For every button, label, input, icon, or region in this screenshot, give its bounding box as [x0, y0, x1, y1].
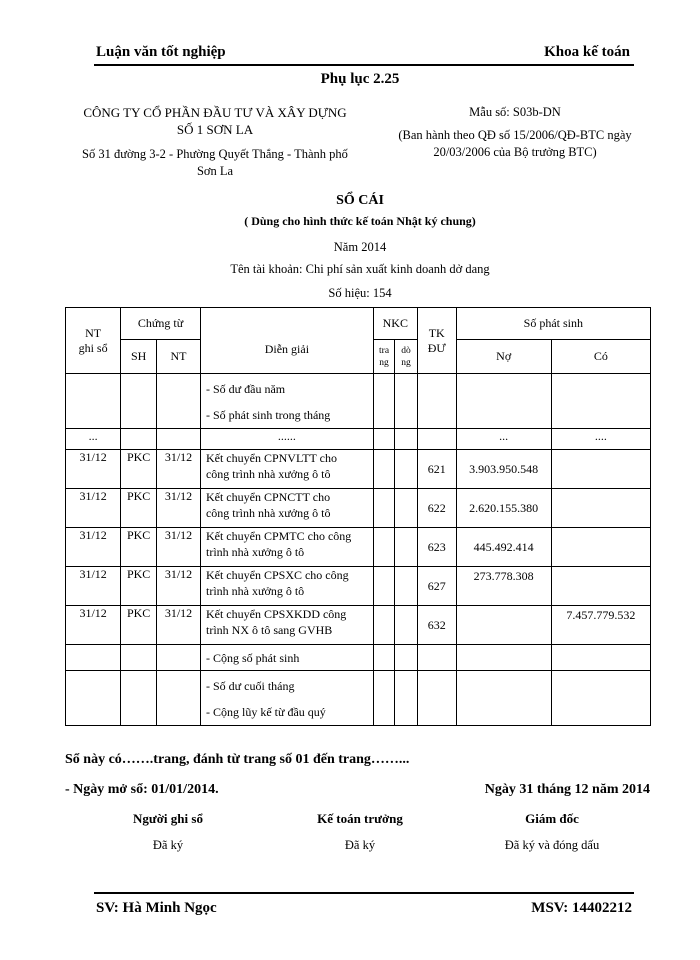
appendix-title: Phụ lục 2.25: [320, 71, 400, 87]
header-dien-giai: Diễn giải: [200, 308, 373, 374]
footer-divider: [94, 892, 634, 894]
table-row-ellipsis: ... ...... ... ....: [66, 429, 651, 450]
sign-date: Ngày 31 tháng 12 năm 2014: [484, 782, 650, 797]
table-row-opening: [66, 374, 651, 429]
general-ledger-table: [65, 307, 651, 726]
header-co: Có: [551, 340, 650, 374]
ledger-subtitle: ( Dùng cho hình thức kế toán Nhật ký chung): [244, 214, 476, 228]
account-name: Tên tài khoản: Chi phí sản xuất kinh doanh dở dang: [230, 262, 490, 276]
header-dong: dò ng: [395, 340, 417, 374]
header-chung-tu: Chứng từ: [121, 308, 201, 340]
form-note-line1: (Ban hành theo QĐ số 15/2006/QĐ-BTC ngày: [398, 128, 632, 142]
header-nt: NT: [157, 340, 201, 374]
form-number: Mẫu số: S03b-DN: [469, 105, 561, 119]
table-row: 31/12 PKC 31/12 Kết chuyển CPNVLTT cho công trình nhà xưởng ô tô 621 3.903.950.548: [66, 450, 651, 489]
signature-chief-accountant: Kế toán trưởng Đã ký: [317, 811, 403, 852]
footer-student-id: MSV: 14402212: [531, 900, 632, 916]
form-note-line2: 20/03/2006 của Bộ trưởng BTC): [433, 145, 597, 159]
header-trang: tra ng: [373, 340, 394, 374]
table-row: 31/12 PKC 31/12 Kết chuyển CPNCTT cho công trình nhà xưởng ô tô 622 2.620.155.380: [66, 489, 651, 528]
signature-recorder: Người ghi sổ Đã ký: [133, 811, 203, 852]
header-so-phat-sinh: Số phát sinh: [456, 308, 650, 340]
opening-desc: - Số dư đầu năm - Số phát sinh trong tháng: [200, 374, 373, 429]
company-name-line1: CÔNG TY CỔ PHẦN ĐẦU TƯ VÀ XÂY DỰNG: [83, 105, 347, 120]
table-row-total: - Cộng số phát sinh: [66, 645, 651, 671]
table-row: 31/12 PKC 31/12 Kết chuyển CPSXC cho công trình nhà xưởng ô tô 627 273.778.308: [66, 567, 651, 606]
company-address-line1: Số 31 đường 3-2 - Phường Quyết Thắng - Thành phố: [82, 147, 348, 161]
table-row: 31/12 PKC 31/12 Kết chuyển CPSXKDD công trình NX ô tô sang GVHB 632 7.457.779.532: [66, 606, 651, 645]
signature-director: Giám đốc Đã ký và đóng dấu: [504, 811, 600, 852]
company-address: [50, 146, 380, 180]
header-nt-ghi-so: NT ghi sổ: [66, 308, 121, 374]
header-sh: SH: [121, 340, 157, 374]
company-name: [65, 104, 365, 138]
header-nkc: NKC: [373, 308, 417, 340]
header-tk-du: TK ĐƯ: [417, 308, 456, 374]
header-divider: [94, 64, 634, 66]
ledger-year: Năm 2014: [333, 240, 387, 254]
company-address-line2: Sơn La: [196, 164, 234, 178]
footer-student-name: SV: Hà Minh Ngọc: [96, 900, 217, 916]
form-regulation-note: [380, 127, 650, 161]
page-count-note: Sổ này có…….trang, đánh từ trang số 01 đến trang……...: [65, 752, 410, 767]
company-name-line2: SỐ 1 SƠN LA: [176, 122, 254, 137]
table-row-closing: - Số dư cuối tháng - Cộng lũy kế từ đầu quý: [66, 671, 651, 726]
account-number: Số hiệu: 154: [328, 286, 392, 300]
ledger-title: SỔ CÁI: [336, 193, 384, 208]
header-faculty-label: Khoa kế toán: [544, 44, 630, 60]
header-thesis-label: Luận văn tốt nghiệp: [96, 44, 226, 60]
open-date-note: - Ngày mở sổ: 01/01/2014.: [65, 782, 219, 797]
header-no: Nợ: [456, 340, 551, 374]
table-row: 31/12 PKC 31/12 Kết chuyển CPMTC cho công trình nhà xưởng ô tô 623 445.492.414: [66, 528, 651, 567]
